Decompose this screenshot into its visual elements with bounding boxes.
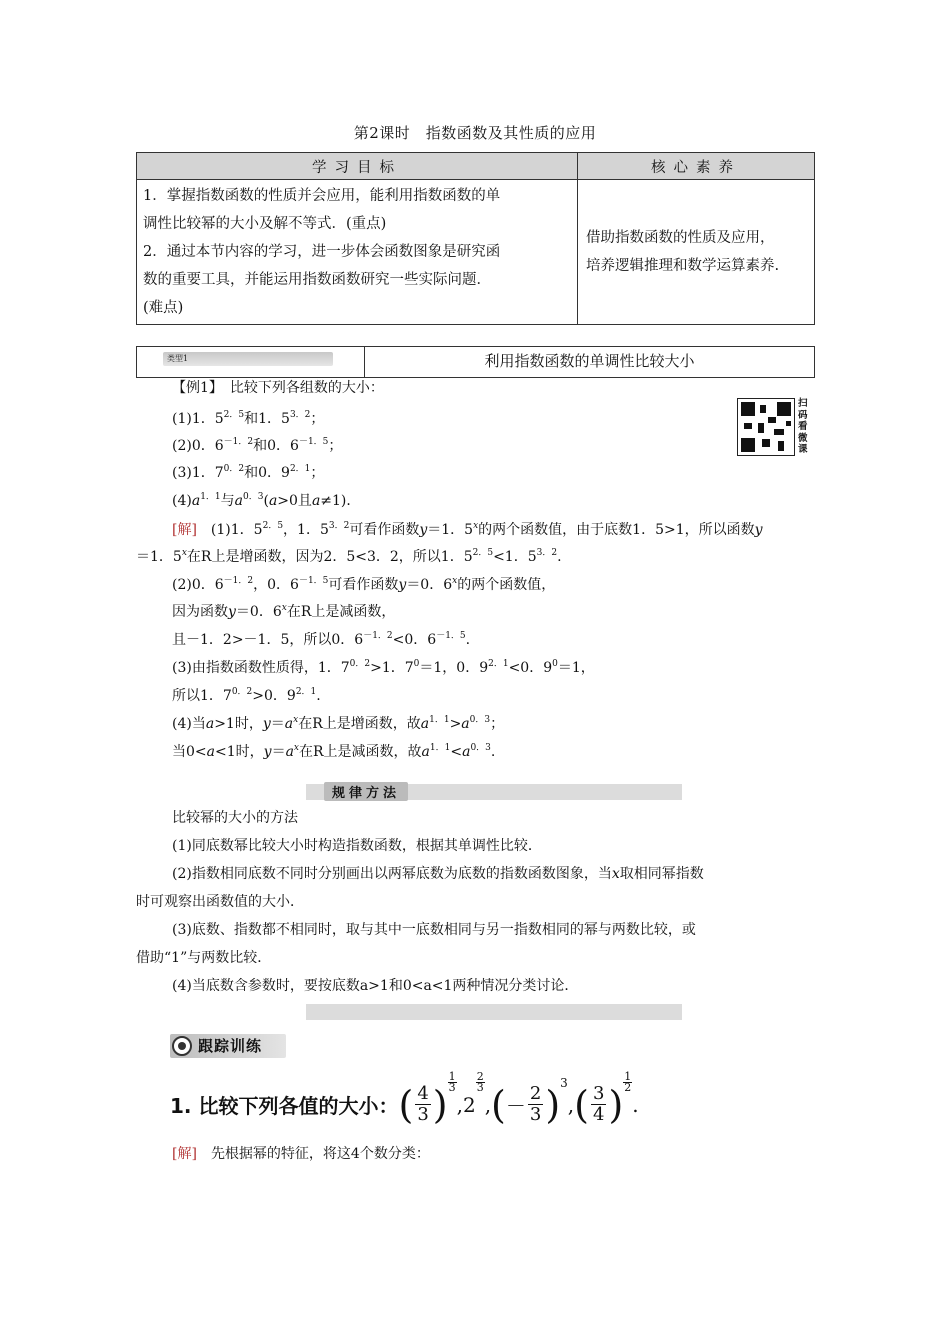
question-1: 1. 比较下列各值的大小： ( $\frac{4}{3}$ ) 1 3 , 2 2 3 , ( － $\frac{2}{3}$ ) 3 , ( $\frac{3}{4}$ ) 1 2 . [170,1070,639,1127]
method-item: (3)底数、指数都不相同时，取与其中一底数相同与另一指数相同的幂与两数比较，或 [172,922,696,938]
method-item: 时可观察出函数值的大小． [136,894,304,910]
method-text: 取相同幂指数 [619,866,704,882]
literacy-line: 借助指数函数的性质及应用， [586,230,775,246]
goal-line: 2．通过本节内容的学习，进一步体会函数图象是研究函 [143,244,501,260]
solution-line: (2)0．$6^{-1.2}$，0．$6^{-1.5}$可看作函数y＝0．6$^x$的两个函数值， [172,576,556,593]
type-bar [136,346,815,378]
example-item-3: (3)1．$7^{0.2}$和0．$9^{2.1}$； [172,464,325,481]
method-end-bar [306,1004,682,1020]
qr-code-icon[interactable] [737,398,795,456]
qr-caption: 扫码看微课 [798,398,808,455]
solution-line: 所以1．$7^{0.2}>0$．$9^{2.1}$. [172,687,321,704]
page-title: 第2课时 指数函数及其性质的应用 [353,124,597,142]
literacy-line: 培养逻辑推理和数学运算素养. [586,258,780,274]
type-tag: 类型1 [163,352,333,366]
question-lead: 1. 比较下列各值的大小： [170,1094,399,1118]
core-literacy-cell [578,180,815,325]
type-label: 利用指数函数的单调性比较大小 [484,352,695,370]
example-head: 【例1】 比较下列各组数的大小： [172,380,384,396]
method-item: (2)指数相同底数不同时分别画出以两幂底数为底数的指数函数图象，当x取相同幂指数 [172,866,704,882]
method-title: 比较幂的大小的方法 [172,810,298,826]
solution-line: 因为函数y＝0．6$^x$在R上是减函数， [172,603,396,620]
method-text: (2)指数相同底数不同时分别画出以两幂底数为底数的指数函数图象，当 [172,866,612,882]
solution-line: [解] (1)1．$5^{2.5}$，1．$5^{3.2}$可看作函数y＝1．5$^x$的两个函数值，由于底数1．5>1，所以函数y [172,521,763,538]
target-icon [172,1036,192,1056]
goal-line: 数的重要工具，并能运用指数函数研究一些实际问题． [143,272,491,288]
tracking-solution [172,1144,430,1164]
method-banner [306,784,682,800]
goals-table [136,152,815,325]
example-item-4: $(4)a^{1.1}$与$a^{0.3}(a>0$且a≠1)． [172,492,361,509]
example-item-2: (2)0．$6^{-1.2}$和0．$6^{-1.5}$； [172,437,343,454]
learning-goals-cell [137,180,578,325]
goals-header-left: 学习目标 [137,153,578,180]
solution-text: 先根据幂的特征，将这4个数分类： [210,1146,430,1162]
goal-line: 1．掌握指数函数的性质并会应用，能利用指数函数的单 [143,188,501,204]
solution-line: ＝1．5$^x$在R上是增函数，因为2．5<3．2，所以1．$5^{2.5}<1$．$5^{3.2}$. [136,548,562,565]
goals-header-right: 核心素养 [578,153,815,180]
solution-line: 当0<a<1时，$y=a^x$在R上是减函数，故$a^{1.1}<a^{0.3}$. [172,743,496,760]
solution-line: (3)由指数函数性质得，1．$7^{0.2}>1$．$7^0=1$，0．$9^{2.1}<0$．$9^0=1$， [172,659,595,676]
solution-tag: [解] [172,522,197,538]
goal-line: (难点) [143,300,184,316]
tracking-label: 跟踪训练 [198,1037,263,1055]
method-item: (4)当底数含参数时，要按底数a>1和0<a<1两种情况分类讨论． [172,978,579,994]
method-banner-label: 规律方法 [324,782,408,801]
solution-tag: [解] [172,1146,197,1162]
method-item: (1)同底数幂比较大小时构造指数函数，根据其单调性比较． [172,838,542,854]
tracking-banner [170,1034,286,1058]
example-item-1: (1)1．$5^{2.5}$和1．$5^{3.2}$； [172,410,325,427]
goal-line: 调性比较幂的大小及解不等式．(重点) [143,216,387,232]
solution-line: 且－1．2>－1．5，所以0．$6^{-1.2}<0$．$6^{-1.5}$. [172,631,471,648]
method-item: 借助“1”与两数比较． [136,950,272,966]
solution-line: (4)当a>1时，$y=a^x$在R上是增函数，故$a^{1.1}>a^{0.3}$； [172,715,505,732]
